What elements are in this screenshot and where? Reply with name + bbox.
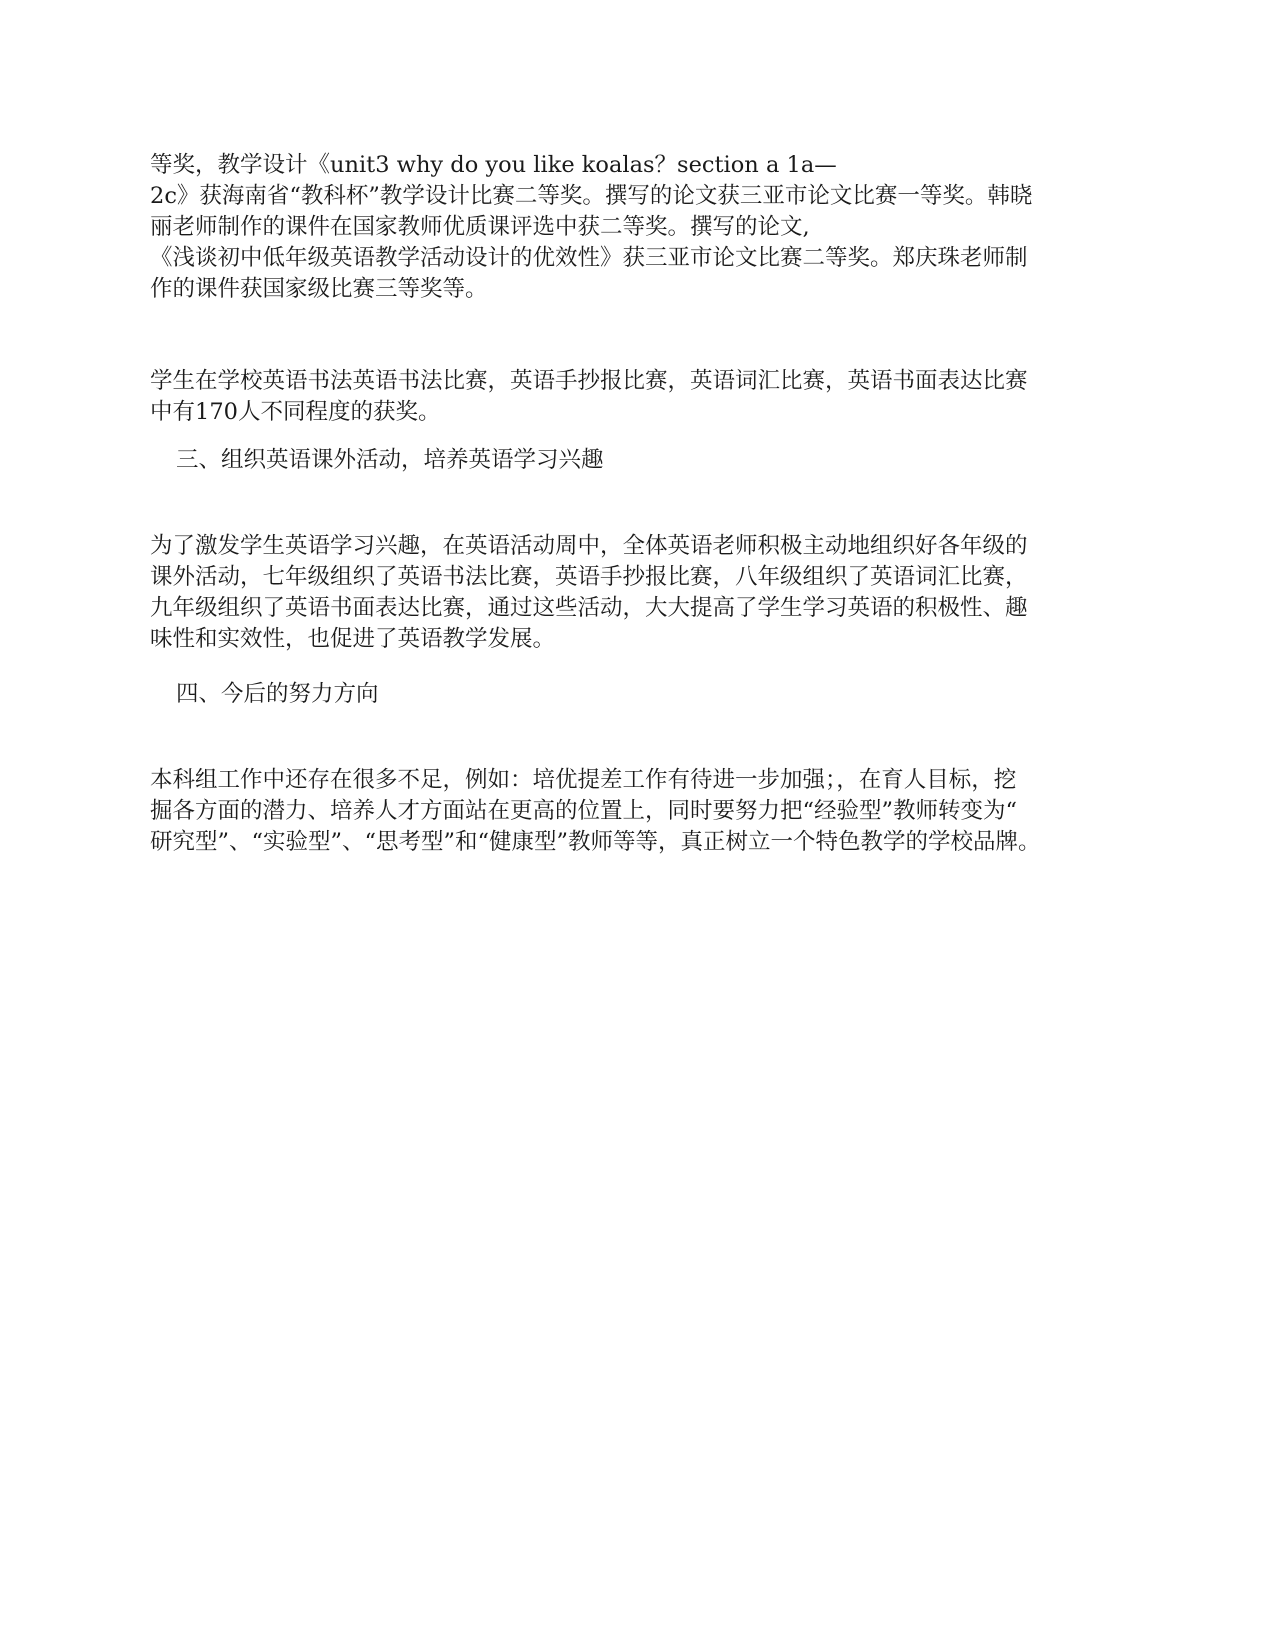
text-line: 等奖，教学设计《unit3 why do you like koalas？section a 1a—	[150, 152, 837, 178]
text-line: 学生在学校英语书法英语书法比赛，英语手抄报比赛，英语词汇比赛，英语书面表达比赛	[150, 368, 1028, 394]
text-line: 作的课件获国家级比赛三等奖等。	[150, 276, 488, 302]
text-line: 《浅谈初中低年级英语教学活动设计的优效性》获三亚市论文比赛二等奖。郑庆珠老师制	[150, 245, 1028, 271]
awards-paragraph	[150, 150, 1125, 305]
section-heading-activities: 三、组织英语课外活动，培养英语学习兴趣	[176, 447, 604, 473]
text-line: 研究型”、“实验型”、“思考型”和“健康型”教师等等，真正树立一个特色教学的学校品牌。	[150, 829, 1041, 855]
activities-paragraph	[150, 531, 1125, 655]
text-line: 味性和实效性，也促进了英语教学发展。	[150, 626, 556, 652]
text-line: 课外活动，七年级组织了英语书法比赛，英语手抄报比赛，八年级组织了英语词汇比赛，	[150, 564, 1028, 590]
text-line: 本科组工作中还存在很多不足，例如：培优提差工作有待进一步加强；，在育人目标，挖	[150, 767, 1017, 793]
text-line: 掘各方面的潜力、培养人才方面站在更高的位置上，同时要努力把“经验型”教师转变为“	[150, 798, 1018, 824]
text-line: 丽老师制作的课件在国家教师优质课评选中获二等奖。撰写的论文,	[150, 214, 810, 240]
shortcomings-paragraph	[150, 765, 1125, 858]
text-line: 为了激发学生英语学习兴趣，在英语活动周中，全体英语老师积极主动地组织好各年级的	[150, 533, 1028, 559]
section-heading-future: 四、今后的努力方向	[176, 681, 379, 707]
student-awards-paragraph	[150, 366, 1125, 428]
text-line: 2c》获海南省“教科杯”教学设计比赛二等奖。撰写的论文获三亚市论文比赛一等奖。韩晓	[150, 183, 1033, 209]
text-line: 中有170人不同程度的获奖。	[150, 399, 441, 425]
text-line: 九年级组织了英语书面表达比赛，通过这些活动，大大提高了学生学习英语的积极性、趣	[150, 595, 1028, 621]
